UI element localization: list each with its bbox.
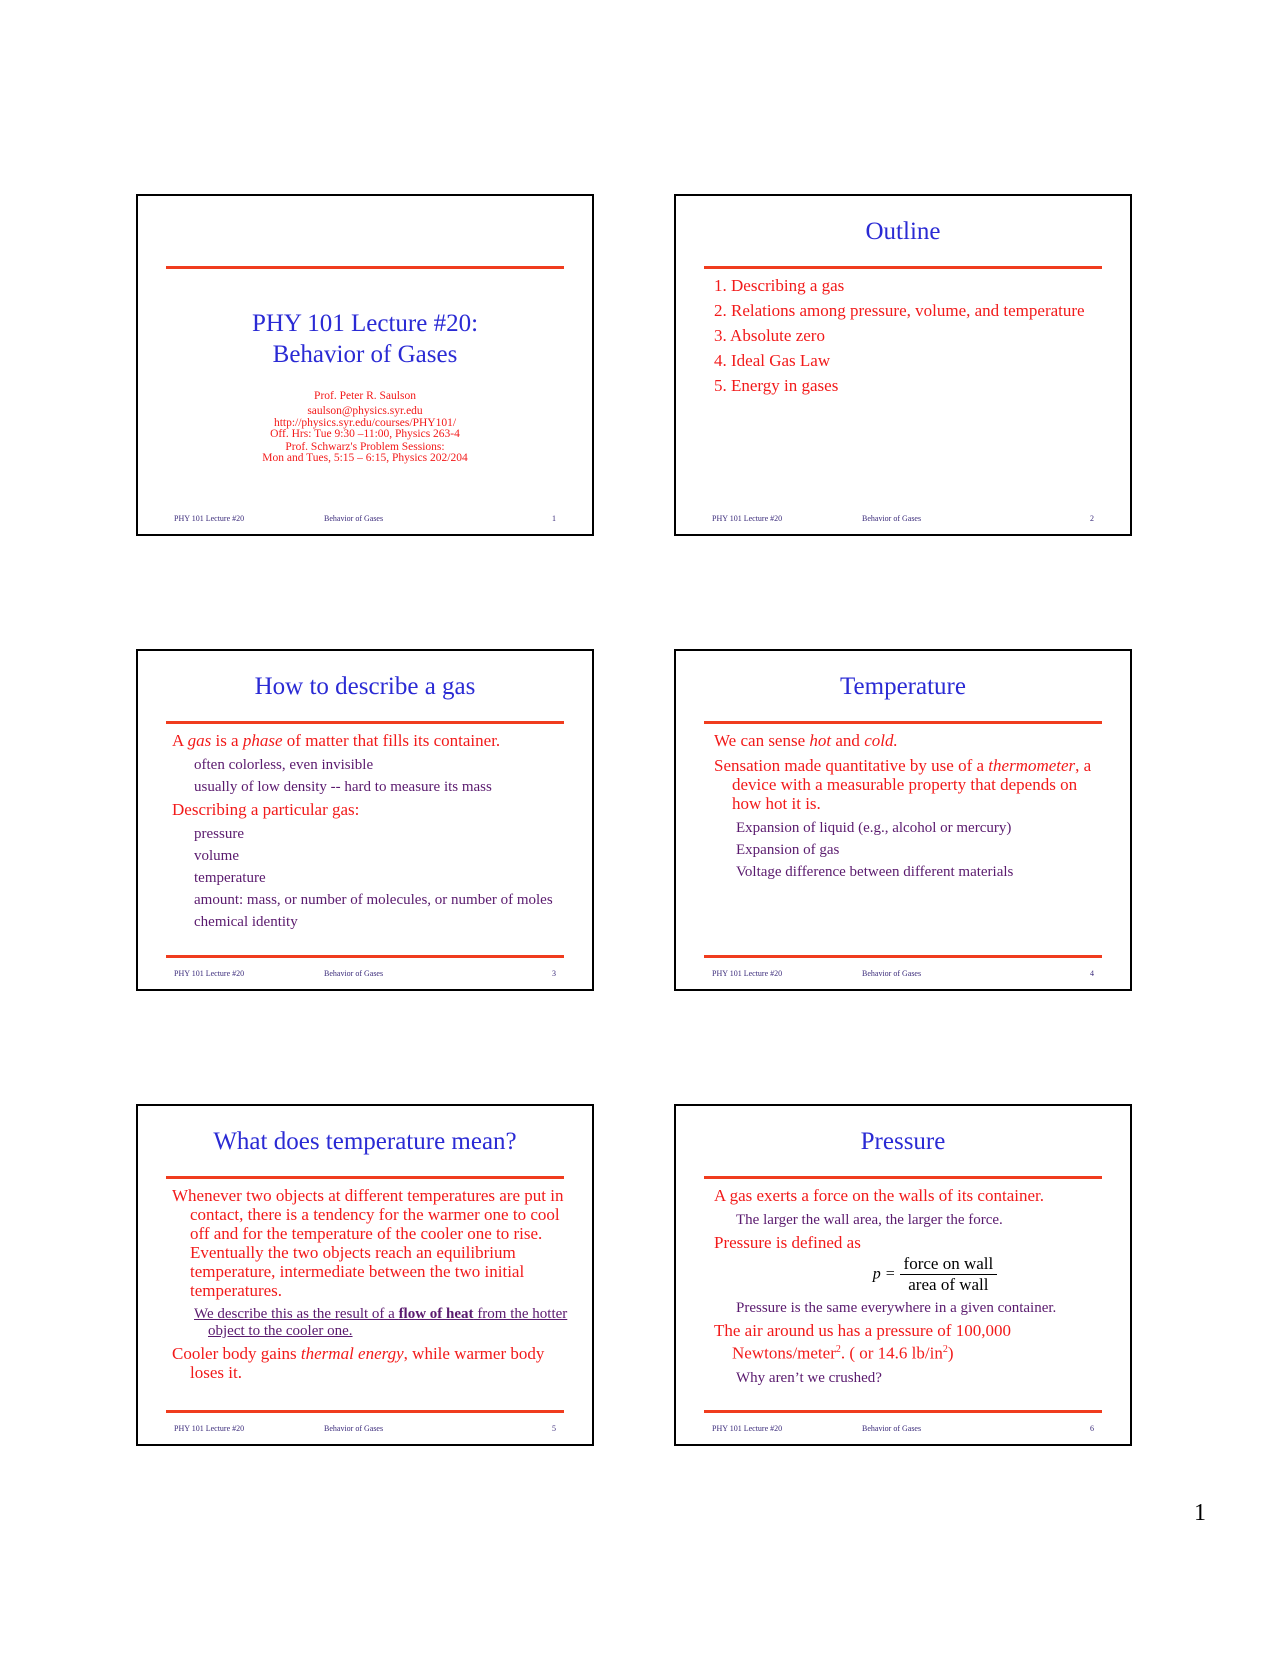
slide-1-info-times: Mon and Tues, 5:15 – 6:15, Physics 202/204 xyxy=(262,452,468,464)
slide-4-top-rule xyxy=(704,721,1102,724)
footer-topic: Behavior of Gases xyxy=(324,1424,384,1433)
slide-4-sub: Expansion of gas xyxy=(736,842,840,858)
footer-slide-number: 2 xyxy=(1090,514,1094,523)
equation-denominator: area of wall xyxy=(908,1275,989,1294)
text: A xyxy=(172,731,188,750)
slide-2-title: Outline xyxy=(865,218,941,245)
slide-6-top-rule xyxy=(704,1176,1102,1179)
slide-5-top-rule xyxy=(166,1176,564,1179)
superscript: 2 xyxy=(942,1344,948,1355)
outline-item: 5. Energy in gases xyxy=(714,376,839,395)
footer-course: PHY 101 Lecture #20 xyxy=(712,1424,783,1433)
outline-item: 4. Ideal Gas Law xyxy=(714,351,831,370)
slide-6-body xyxy=(714,1186,1116,1391)
footer-course: PHY 101 Lecture #20 xyxy=(174,514,245,523)
slide-4 xyxy=(674,649,1132,991)
footer-topic: Behavior of Gases xyxy=(324,969,384,978)
slide-6-title: Pressure xyxy=(860,1128,946,1155)
text: is a xyxy=(211,731,243,750)
text: . ( or 14.6 lb/in xyxy=(840,1343,943,1363)
slide-3 xyxy=(136,649,594,991)
slide-2-outline xyxy=(714,276,1110,401)
slide-3-point-gas-definition xyxy=(172,731,572,750)
footer-course: PHY 101 Lecture #20 xyxy=(174,1424,245,1433)
slide-3-point-describing: Describing a particular gas: xyxy=(172,800,360,819)
footer-slide-number: 5 xyxy=(552,1424,556,1433)
footer-course: PHY 101 Lecture #20 xyxy=(712,514,783,523)
slide-3-sub: chemical identity xyxy=(194,914,298,930)
slide-6 xyxy=(674,1104,1132,1446)
slide-1-top-rule xyxy=(166,266,564,269)
text: Sensation made quantitative by use of a xyxy=(714,756,989,775)
slide-5 xyxy=(136,1104,594,1446)
text: ) xyxy=(947,1343,954,1363)
footer-slide-number: 6 xyxy=(1090,1424,1094,1433)
term-thermometer: thermometer xyxy=(988,756,1076,775)
footer-topic: Behavior of Gases xyxy=(324,514,384,523)
slide-1-title xyxy=(138,308,592,370)
slide-1-info-author: Prof. Peter R. Saulson xyxy=(314,390,416,402)
slide-3-body xyxy=(172,731,572,935)
text: We can sense xyxy=(714,731,810,750)
slide-3-footer xyxy=(174,969,556,981)
slide-4-bottom-rule xyxy=(704,955,1102,958)
slide-5-body xyxy=(172,1186,572,1388)
slide-3-sub: volume xyxy=(194,848,239,864)
slide-3-bottom-rule xyxy=(166,955,564,958)
slide-3-top-rule xyxy=(166,721,564,724)
text: of matter that fills its container. xyxy=(282,731,501,750)
footer-topic: Behavior of Gases xyxy=(862,969,922,978)
footer-slide-number: 4 xyxy=(1090,969,1094,978)
slide-6-sub: Pressure is the same everywhere in a given container. xyxy=(736,1300,1057,1316)
slide-4-title: Temperature xyxy=(840,673,966,700)
footer-course: PHY 101 Lecture #20 xyxy=(712,969,783,978)
slide-1-title-line2: Behavior of Gases xyxy=(272,341,458,368)
slide-2 xyxy=(674,194,1132,536)
text: Cooler body gains xyxy=(172,1344,301,1363)
slide-6-bottom-rule xyxy=(704,1410,1102,1413)
text: from the hotter object to the cooler one. xyxy=(208,1306,568,1339)
slide-1-info-email: saulson@physics.syr.edu xyxy=(307,405,423,417)
footer-topic: Behavior of Gases xyxy=(862,1424,922,1433)
term-flow-of-heat: flow of heat xyxy=(398,1306,474,1322)
text: The air around us has a pressure of 100,000 Newtons/meter xyxy=(714,1321,1011,1363)
slide-5-sub-heat-flow xyxy=(194,1306,572,1340)
slide-2-footer xyxy=(712,514,1094,526)
footer-slide-number: 3 xyxy=(552,969,556,978)
footer-course: PHY 101 Lecture #20 xyxy=(174,969,245,978)
slide-5-bottom-rule xyxy=(166,1410,564,1413)
slide-4-body xyxy=(714,731,1110,885)
slide-1 xyxy=(136,194,594,536)
slide-6-point-force: A gas exerts a force on the walls of its container. xyxy=(714,1186,1044,1205)
slide-6-sub: The larger the wall area, the larger the force. xyxy=(736,1212,1003,1228)
slide-1-title-line1: PHY 101 Lecture #20: xyxy=(251,310,479,337)
outline-item: 1. Describing a gas xyxy=(714,276,845,295)
slide-4-sub: Voltage difference between different materials xyxy=(736,864,1014,880)
text: , while warmer body loses it. xyxy=(190,1344,545,1382)
slide-3-sub: temperature xyxy=(194,870,266,886)
text: We describe this as the result of a xyxy=(194,1306,399,1322)
term-thermal-energy: thermal energy xyxy=(300,1344,404,1363)
slide-5-point-thermal-energy xyxy=(172,1344,572,1382)
text: , a device with a measurable property that depends on how hot it is. xyxy=(732,756,1092,813)
slide-1-info xyxy=(138,390,592,464)
slide-4-point-thermometer xyxy=(714,756,1110,813)
slide-5-footer xyxy=(174,1424,556,1436)
slide-1-footer xyxy=(174,514,556,526)
slide-2-top-rule xyxy=(704,266,1102,269)
term-gas: gas xyxy=(187,731,212,750)
term-hot: hot xyxy=(809,731,832,750)
slide-1-info-url: http://physics.syr.edu/courses/PHY101/ xyxy=(273,417,457,429)
slide-4-sub: Expansion of liquid (e.g., alcohol or mercury) xyxy=(736,820,1012,836)
equation-fraction xyxy=(900,1254,998,1295)
outline-item: 3. Absolute zero xyxy=(714,326,825,345)
slide-1-info-sessions: Prof. Schwarz's Problem Sessions: xyxy=(285,441,445,453)
slide-6-footer xyxy=(712,1424,1094,1436)
slide-4-footer xyxy=(712,969,1094,981)
slide-3-title: How to describe a gas xyxy=(254,673,476,700)
slide-4-point-sense xyxy=(714,731,1110,750)
slide-6-point-definition: Pressure is defined as xyxy=(714,1233,861,1252)
superscript: 2 xyxy=(835,1344,841,1355)
pressure-equation xyxy=(754,1254,1116,1295)
outline-item: 2. Relations among pressure, volume, and temperature xyxy=(714,301,1085,320)
slide-6-sub: Why aren’t we crushed? xyxy=(736,1369,882,1386)
slide-3-sub: usually of low density -- hard to measure its mass xyxy=(194,779,492,795)
footer-topic: Behavior of Gases xyxy=(862,514,922,523)
term-phase: phase xyxy=(242,731,283,750)
term-cold: cold. xyxy=(864,731,898,750)
text: and xyxy=(831,731,865,750)
footer-slide-number: 1 xyxy=(552,514,556,523)
slide-5-point-contact: Whenever two objects at different temperatures are put in contact, there is a tendency for the warmer one to cool off and for the temperature of the cooler one to rise. Eventually the two objects reach an equilibrium temperature, intermediate between the two initial temperatures. xyxy=(172,1186,564,1300)
slide-3-sub: often colorless, even invisible xyxy=(194,757,374,773)
slide-3-sub: pressure xyxy=(194,826,244,842)
page-number: 1 xyxy=(1194,1500,1206,1526)
slide-6-point-air-pressure xyxy=(714,1321,1116,1363)
equation-numerator: force on wall xyxy=(900,1254,998,1275)
slide-5-title: What does temperature mean? xyxy=(213,1128,517,1155)
slide-1-info-hours: Off. Hrs: Tue 9:30 –11:00, Physics 263-4 xyxy=(270,428,460,440)
slide-3-sub: amount: mass, or number of molecules, or number of moles xyxy=(194,892,553,908)
equation-lhs: p = xyxy=(872,1265,896,1283)
